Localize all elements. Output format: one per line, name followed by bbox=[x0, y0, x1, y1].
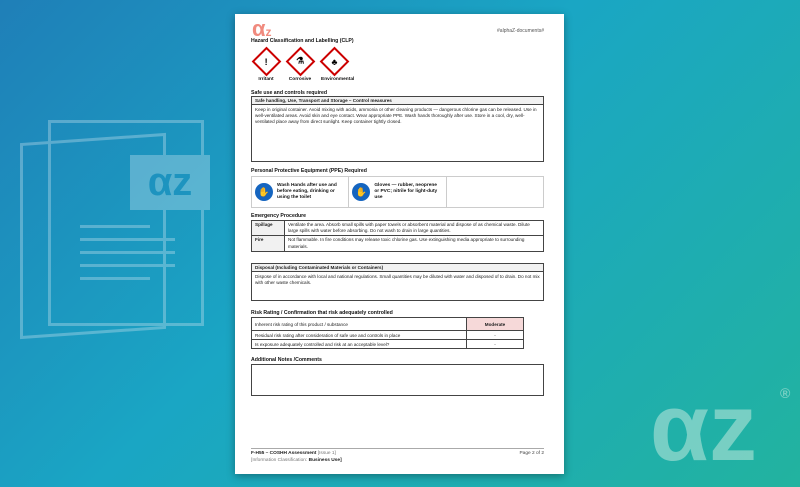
risk-label: Residual risk rating after consideration of safe use and controls in place bbox=[252, 331, 467, 340]
disposal-text: Dispose of in accordance with local and national regulations. Small quantities may be diluted with water and disposed of to drain. Do not mix with other waste chemicals. bbox=[255, 274, 540, 286]
risk-table bbox=[251, 317, 524, 349]
hazard-environmental bbox=[321, 48, 355, 82]
handwash-icon: ✋ bbox=[255, 183, 273, 201]
gloves-icon: ✋ bbox=[352, 183, 370, 201]
hazard-label: Corrosive bbox=[288, 77, 312, 82]
table-row bbox=[252, 318, 524, 331]
emergency-title: Emergency Procedure bbox=[251, 213, 307, 219]
table-row bbox=[252, 236, 544, 251]
background-line bbox=[80, 277, 150, 280]
background-alphaz-logo: αz bbox=[130, 155, 210, 210]
emergency-text: Not flammable. In fire conditions may release toxic chlorine gas. Use extinguishing media appropriate to surrounding materials. bbox=[285, 236, 544, 251]
hazard-corrosive bbox=[287, 48, 313, 82]
notes-title: Additional Notes /Comments bbox=[251, 357, 322, 363]
hazard-irritant bbox=[253, 48, 279, 82]
ppe-table bbox=[251, 176, 544, 208]
footer-issue: [Issue 1] bbox=[317, 451, 336, 456]
footer-doc: F-H55 – COSHH Assessment bbox=[251, 451, 317, 456]
risk-value: - bbox=[467, 331, 524, 340]
emergency-table bbox=[251, 220, 544, 252]
risk-value: - bbox=[467, 340, 524, 349]
disposal-header: Disposal (Including Contaminated Materials or Containers) bbox=[252, 264, 543, 272]
risk-label: Inherent risk rating of this product / substance bbox=[252, 318, 467, 331]
ppe-item-handwash bbox=[252, 177, 349, 207]
table-row bbox=[252, 331, 524, 340]
hazard-pictograms bbox=[253, 48, 355, 82]
ppe-item-empty bbox=[447, 177, 543, 207]
alphaz-watermark-logo: αz ® bbox=[650, 374, 791, 481]
handling-box bbox=[251, 96, 544, 162]
ppe-item-gloves bbox=[349, 177, 446, 207]
background-line bbox=[80, 264, 175, 267]
exclamation-icon: ! bbox=[264, 56, 268, 67]
document-tag: #alphaZ-documents# bbox=[497, 28, 544, 34]
table-row bbox=[252, 221, 544, 236]
handling-header: Safe handling, Use, Transport and Storage – Control measures bbox=[252, 97, 543, 105]
background-document-illustration bbox=[20, 120, 210, 340]
safe-use-title: Safe use and controls required bbox=[251, 90, 328, 96]
ppe-title: Personal Protective Equipment (PPE) Required bbox=[251, 168, 367, 174]
emergency-key: Fire bbox=[252, 236, 285, 251]
footer bbox=[251, 451, 342, 464]
table-row bbox=[252, 340, 524, 349]
footer-class-prefix: [Information Classification: bbox=[251, 457, 308, 463]
footer-class-value: Business Use] bbox=[308, 457, 342, 463]
emergency-text: Ventilate the area. Absorb small spills with paper towels or absorbent material and dispose of as chemical waste. Dilute large spills with water before absorbing. Do not wash to drain in large quantities. bbox=[285, 221, 544, 236]
hazard-label: Irritant bbox=[258, 77, 274, 82]
environment-icon: ♣ bbox=[331, 56, 337, 67]
background-line bbox=[80, 251, 175, 254]
emergency-key: Spillage bbox=[252, 221, 285, 236]
alphaz-logo: αz bbox=[252, 16, 272, 41]
page-number: Page 2 of 2 bbox=[519, 451, 544, 456]
footer-divider bbox=[251, 448, 544, 449]
notes-box bbox=[251, 364, 544, 396]
background-sheet bbox=[48, 120, 204, 326]
disposal-box bbox=[251, 263, 544, 301]
risk-value: Moderate bbox=[467, 318, 524, 331]
background-line bbox=[80, 238, 175, 241]
hazard-label: Environmental bbox=[321, 77, 355, 82]
risk-label: Is exposure adequately controlled and risk at an acceptable level? bbox=[252, 340, 467, 349]
ppe-text: Wash Hands after use and before eating, drinking or using the toilet bbox=[277, 182, 337, 201]
corrosive-icon: ⚗ bbox=[295, 55, 305, 66]
handling-text: Keep in original container. Avoid mixing with acids, ammonia or other cleaning products — dangerous chlorine gas can be released. Use in well-ventilated areas. Avoid skin and eye contact. Wear appropriate PPE. Wash hands thoroughly after use. Store in a cool, dry, well-ventilated place away from direct sunlight. Keep container tightly closed. bbox=[255, 107, 537, 125]
background-line bbox=[80, 225, 150, 228]
risk-title: Risk Rating / Confirmation that risk adequately controlled bbox=[251, 310, 393, 316]
hazard-section-title: Hazard Classification and Labelling (CLP) bbox=[251, 38, 354, 44]
document-page bbox=[235, 14, 564, 474]
ppe-text: Gloves — rubber, neoprene or PVC; nitrile for light-duty use bbox=[374, 182, 438, 201]
